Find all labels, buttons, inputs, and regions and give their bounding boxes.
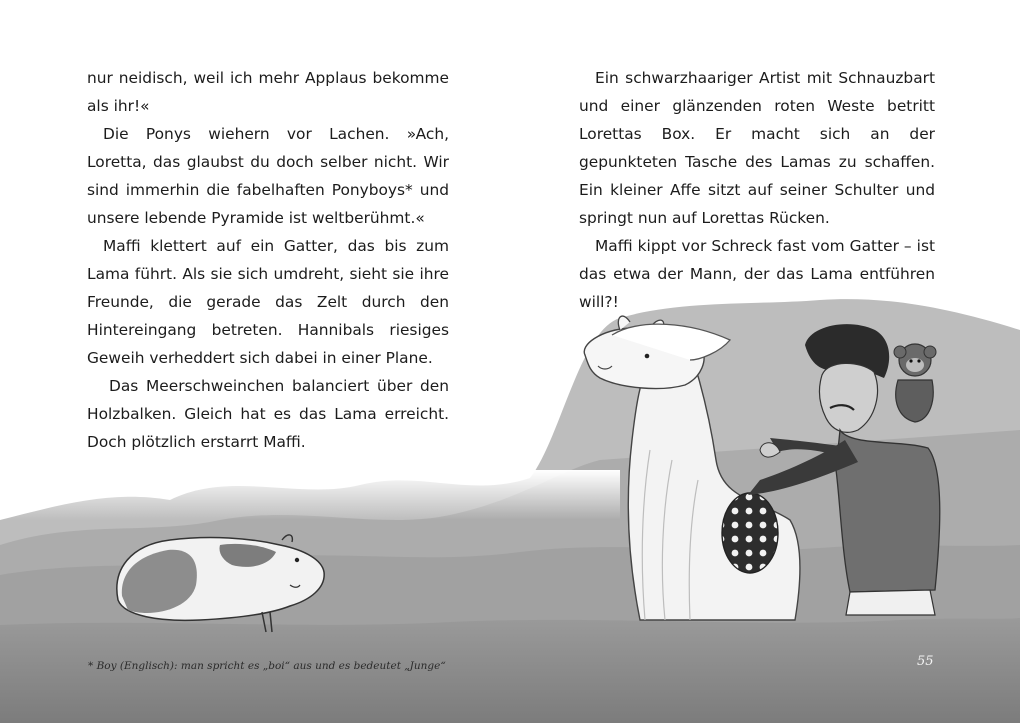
paragraph: Ein schwarzhaariger Artist mit Schnauzbart und einer glänzenden roten Weste betritt Lorettas Box. Er macht sich an der gepunkteten Tasche des Lamas zu schaffen. Ein kleiner Affe sitzt auf seiner Schulter und springt nun auf Lorettas Rücken. <box>579 69 935 227</box>
footnote: * Boy (Englisch): man spricht es „boi“ aus und es bedeutet „Junge“ <box>88 660 446 672</box>
monkey-icon <box>894 344 936 422</box>
page-number: 55 <box>917 654 934 669</box>
right-text-column <box>579 64 935 316</box>
paragraph: Die Ponys wiehern vor Lachen. »Ach, Loretta, das glaubst du doch selber nicht. Wir sind immerhin die fabelhaften Ponyboys* und unsere lebende Pyramide ist weltberühmt.« <box>87 125 449 227</box>
paragraph: nur neidisch, weil ich mehr Applaus bekomme als ihr!« <box>87 69 449 115</box>
paragraph: Das Meerschweinchen balanciert über den Holzbalken. Gleich hat es das Lama erreicht. Doch plötzlich erstarrt Maffi. <box>87 377 449 451</box>
paragraph: Maffi kippt vor Schreck fast vom Gatter – ist das etwa der Mann, der das Lama entführen will?! <box>579 237 935 311</box>
paragraph: Maffi klettert auf ein Gatter, das bis zum Lama führt. Als sie sich umdreht, sieht sie ihre Freunde, die gerade das Zelt durch den Hintereingang betreten. Hannibals riesiges Geweih verheddert sich dabei in einer Plane. <box>87 237 449 367</box>
polka-dot-bag-icon <box>722 493 778 573</box>
left-text-column <box>87 64 449 456</box>
